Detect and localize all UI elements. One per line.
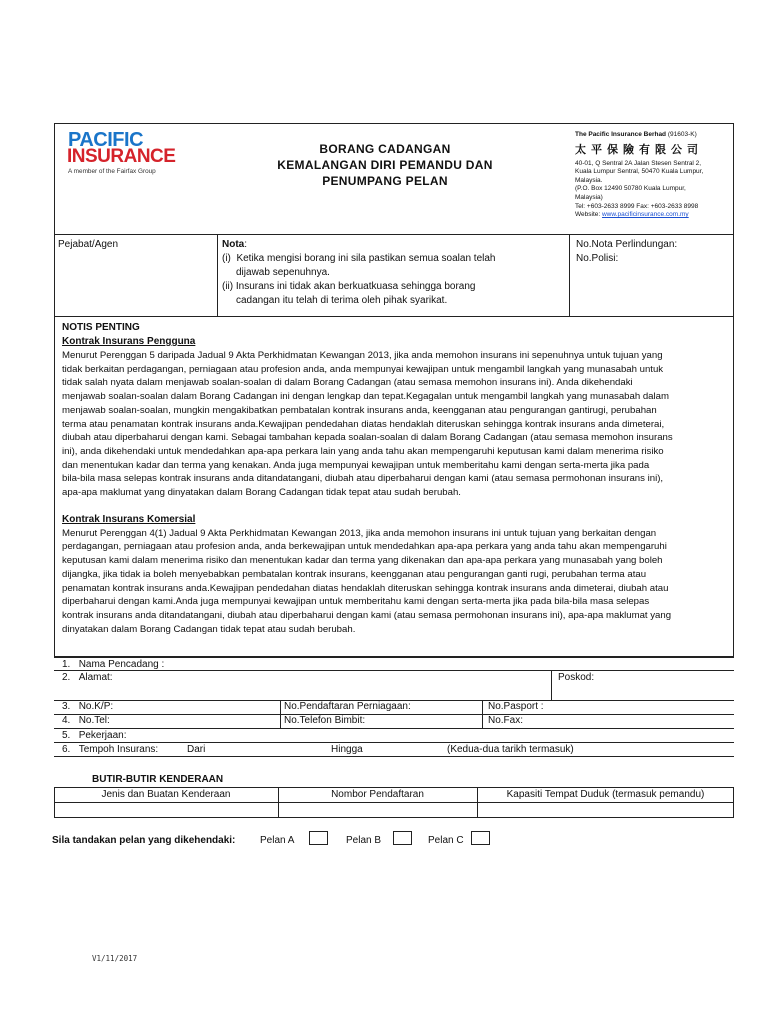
field-num: 3. bbox=[62, 701, 71, 712]
vehicle-cell-regno[interactable] bbox=[279, 803, 476, 817]
rule-3 bbox=[54, 714, 734, 715]
title-line-1: BORANG CADANGAN bbox=[319, 142, 451, 156]
field-occupation[interactable] bbox=[62, 729, 127, 743]
s1-line: apa-apa maklumat yang dinyatakan dalam Borang Cadangan tidak tepat atau sudah berubah. bbox=[62, 487, 461, 499]
s1-line: Menurut Perenggan 5 daripada Jadual 9 Akta Perkhidmatan Kewangan 2013, jika anda memohon insurans ini sepenuhnya untuk tujuan yang bbox=[62, 350, 663, 361]
s2-line: Menurut Perenggan 4(1) Jadual 9 Akta Perkhidmatan Kewangan 2013, jika anda memohon insurans ini untuk tujuan yang berkaitan dengan bbox=[62, 527, 657, 539]
company-chinese: 太平保險有限公司 bbox=[575, 143, 703, 156]
vehicle-heading: BUTIR-BUTIR KENDERAAN bbox=[92, 774, 224, 785]
version-label: V1/11/2017 bbox=[92, 954, 138, 963]
company-reg: (91603-K) bbox=[667, 131, 697, 138]
nota-2-line1: Insurans ini tidak akan berkuatkuasa sehingga borang bbox=[235, 281, 476, 292]
plan-c-checkbox[interactable] bbox=[471, 831, 490, 845]
field-num: 4. bbox=[62, 715, 71, 726]
period-inclusive-note: (Kedua-dua tarikh termasuk) bbox=[447, 744, 574, 755]
plan-a-checkbox[interactable] bbox=[309, 831, 328, 845]
cover-note-label: No.Nota Perlindungan: bbox=[576, 239, 678, 250]
vehicle-col-capacity: Kapasiti Tempat Duduk (termasuk pemandu) bbox=[506, 789, 705, 800]
s1-line: ini), anda dikehendaki untuk mendedahkan apa-apa perkara lain yang anda tahu akan mempengaruhi keputusan kami dalam menerima risiko bbox=[62, 445, 664, 457]
rule-1 bbox=[54, 670, 734, 671]
info-divider-2 bbox=[569, 235, 570, 317]
field-num: 2. bbox=[62, 672, 71, 683]
logo-pacific: PACIFIC bbox=[68, 129, 144, 151]
field-num: 5. bbox=[62, 730, 71, 741]
s1-line: tidak salah nyata dalam menjawab soalan-soalan di dalam Borang Cadangan (atau semasa memohon insurans ini). Anda dikehendaki bbox=[62, 377, 633, 389]
company-name: The Pacific Insurance Berhad bbox=[575, 131, 667, 138]
vehicle-col-regno: Nombor Pendaftaran bbox=[331, 789, 424, 800]
field-num: 1. bbox=[62, 659, 71, 670]
commercial-contract-title: Kontrak Insurans Komersial bbox=[62, 513, 196, 525]
field-mobile[interactable]: No.Telefon Bimbit: bbox=[284, 715, 366, 726]
contact-line: Tel: +603-2633 8999 Fax: +603-2633 8998 bbox=[575, 202, 699, 210]
field-label: No.Tel: bbox=[78, 715, 110, 726]
nota-2-prefix: (ii) bbox=[222, 281, 234, 292]
address-line-3: Malaysia. bbox=[575, 176, 603, 184]
logo-tagline: A member of the Fairfax Group bbox=[68, 168, 156, 175]
s2-line: diperbaharui dengan kami.Anda juga mempunyai kewajipan untuk memberitahu kami dengan serta-merta jika pada bila-bila masa selepas bbox=[62, 596, 650, 608]
period-to-label: Hingga bbox=[331, 744, 363, 755]
nota-colon: : bbox=[244, 239, 248, 250]
field-passport[interactable]: No.Pasport : bbox=[488, 701, 544, 712]
field-label: Tempoh Insurans: bbox=[78, 744, 159, 755]
field-label: Nama Pencadang : bbox=[78, 659, 165, 670]
field-address[interactable] bbox=[62, 671, 113, 685]
field-label: Pekerjaan: bbox=[78, 730, 127, 741]
vehicle-cell-capacity[interactable] bbox=[478, 803, 733, 817]
field-postcode[interactable]: Poskod: bbox=[558, 672, 595, 683]
rule-4 bbox=[54, 728, 734, 729]
nota-block bbox=[222, 238, 567, 308]
field-label: Alamat: bbox=[78, 672, 113, 683]
postcode-divider bbox=[551, 670, 552, 700]
s2-line: keputusan kami dalam menerima risiko dan menentukan kadar dan terma yang dikenakan dan apa-apa perkara yang munasabah yang boleh bbox=[62, 555, 663, 567]
nota-1-line1: Ketika mengisi borang ini sila pastikan semua soalan telah bbox=[236, 253, 496, 264]
nota-2-line2: cadangan itu telah di terima oleh pihak syarikat. bbox=[236, 295, 448, 306]
plan-prompt: Sila tandakan pelan yang dikehendaki: bbox=[52, 835, 236, 846]
company-block bbox=[575, 131, 735, 220]
title-line-3: PENUMPANG PELAN bbox=[322, 174, 448, 188]
vehicle-col-type: Jenis dan Buatan Kenderaan bbox=[101, 789, 231, 800]
consumer-contract-text bbox=[62, 349, 728, 500]
notice-heading: NOTIS PENTING bbox=[62, 322, 140, 333]
nota-1-line2: dijawab sepenuhnya. bbox=[236, 267, 330, 278]
s1-line: menjawab soalan-soalan dalam Borang Cadangan ini dengan lengkap dan tepat.Kegagalan untuk mengambil langkah yang munasabah dalam bbox=[62, 391, 669, 403]
rule-6 bbox=[54, 756, 734, 757]
s1-line: diubah atau diperbaharui dengan kami. Sebagai tambahan kepada soalan-soalan di dalam Borang Cadangan (atau semasa memohon insurans bbox=[62, 432, 673, 444]
s2-line: kontrak insurans anda ditandatangani, diubah atau diperbaharui dengan kami (atau semasa permohonan insurans ini), apa-apa maklumat yang bbox=[62, 609, 672, 621]
form-title bbox=[240, 141, 530, 189]
s1-line: terma atau penamatan kontrak insurans anda.Kewajipan pendedahan diatas hendaklah diteruskan sehingga kontrak insurans anda dimeterai, bbox=[62, 418, 665, 430]
field-num: 6. bbox=[62, 744, 71, 755]
commercial-contract-text bbox=[62, 527, 728, 637]
s2-line: perdagangan, perniagaan atau profesion anda, anda berkewajipan untuk mendedahkan apa-apa perkara yang anda tahu akan mempengaruhi bbox=[62, 541, 667, 553]
agent-label: Pejabat/Agen bbox=[58, 239, 119, 250]
s2-line: dijangka, jika tidak ia boleh menyebabkan pembatalan kontrak insurans, keengganan atau pengurangan ganti rugi, perubahan terma atau bbox=[62, 568, 647, 580]
field-ic-number[interactable] bbox=[62, 700, 113, 714]
field-business-reg[interactable]: No.Pendaftaran Perniagaan: bbox=[284, 701, 411, 712]
vehicle-cell-type[interactable] bbox=[55, 803, 277, 817]
nota-1-prefix: (i) bbox=[222, 253, 231, 264]
s1-line: dan menentukan kadar dan terma yang kenakan. Anda juga mempunyai kewajipan untuk memberitahu kami dengan serta-merta jika pada bbox=[62, 459, 650, 471]
plan-b-label: Pelan B bbox=[346, 835, 382, 846]
address-line-5: Malaysia) bbox=[575, 193, 603, 201]
field-insurance-period[interactable] bbox=[62, 743, 158, 757]
address-line-1: 40-01, Q Sentral 2A Jalan Stesen Sentral 2, bbox=[575, 159, 702, 167]
field-telephone[interactable] bbox=[62, 714, 110, 728]
address-line-4: (P.O. Box 12490 50780 Kuala Lumpur, bbox=[575, 185, 686, 193]
s2-line: penamatan kontrak insurans anda.Kewajipan pendedahan diatas hendaklah diteruskan sehingga kontrak insurans anda dimeterai, diubah atau bbox=[62, 582, 669, 594]
address-line-2: Kuala Lumpur Sentral, 50470 Kuala Lumpur, bbox=[575, 168, 704, 176]
nota-label: Nota bbox=[222, 239, 245, 250]
policy-label: No.Polisi: bbox=[576, 253, 619, 264]
field-label: No.K/P: bbox=[78, 701, 114, 712]
plan-a-label: Pelan A bbox=[260, 835, 295, 846]
logo-insurance: INSURANCE bbox=[67, 146, 176, 167]
consumer-contract-title: Kontrak Insurans Pengguna bbox=[62, 336, 196, 347]
s2-line: dinyatakan dalam Borang Cadangan tidak tepat atau sudah berubah. bbox=[62, 623, 356, 635]
period-from-label: Dari bbox=[187, 744, 206, 755]
info-divider-1 bbox=[217, 235, 218, 317]
s1-line: bila-bila masa selepas kontrak insurans anda ditandatangani, diubah atau diperbaharui dengan kami (atau semasa permohonan insurans ini), bbox=[62, 473, 664, 485]
website-link[interactable]: www.pacificinsurance.com.my bbox=[601, 211, 689, 219]
field-fax[interactable]: No.Fax: bbox=[488, 715, 524, 726]
s1-line: menjawab soalan-soalan, mungkin mengakibatkan pembatalan kontrak insurans anda, keengganan atau pengurangan gantirugi, perubahan bbox=[62, 404, 657, 416]
website-label: Website: bbox=[575, 211, 601, 219]
plan-c-label: Pelan C bbox=[428, 835, 464, 846]
title-line-2: KEMALANGAN DIRI PEMANDU DAN bbox=[277, 158, 493, 172]
plan-b-checkbox[interactable] bbox=[393, 831, 412, 845]
notice-content bbox=[62, 321, 728, 636]
s1-line: tidak berkaitan perdagangan, perniagaan atau profesion anda, anda mempunyai kewajipan untuk mengambil langkah yang munasabah untuk bbox=[62, 363, 664, 375]
